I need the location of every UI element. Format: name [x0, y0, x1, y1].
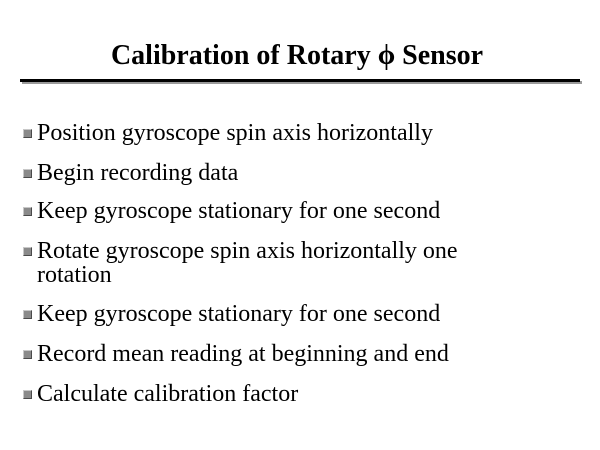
square-bullet-icon [23, 310, 32, 319]
bullet-text: Position gyroscope spin axis horizontally [37, 120, 433, 146]
bullet-text: Rotate gyroscope spin axis horizontally one rotation [37, 238, 458, 288]
bullet-text: Keep gyroscope stationary for one second [37, 198, 441, 224]
square-bullet-icon [23, 207, 32, 216]
bullet-item [20, 302, 580, 326]
bullet-text: Keep gyroscope stationary for one second [37, 301, 441, 327]
bullet-text: Begin recording data [37, 160, 239, 186]
square-bullet-icon [23, 390, 32, 399]
bullet-list [20, 121, 580, 406]
square-bullet-icon [23, 129, 32, 138]
bullet-item [20, 161, 580, 185]
bullet-text: Calculate calibration factor [37, 381, 299, 407]
bullet-item [20, 239, 537, 287]
bullet-item [20, 121, 580, 145]
title-underline [20, 79, 580, 82]
square-bullet-icon [23, 247, 32, 256]
square-bullet-icon [23, 350, 32, 359]
bullet-item [20, 199, 580, 223]
bullet-item [20, 382, 580, 406]
bullet-item [20, 342, 580, 366]
slide-title: Calibration of Rotary ϕ Sensor [110, 40, 484, 71]
square-bullet-icon [23, 169, 32, 178]
bullet-text: Record mean reading at beginning and end [37, 341, 449, 367]
